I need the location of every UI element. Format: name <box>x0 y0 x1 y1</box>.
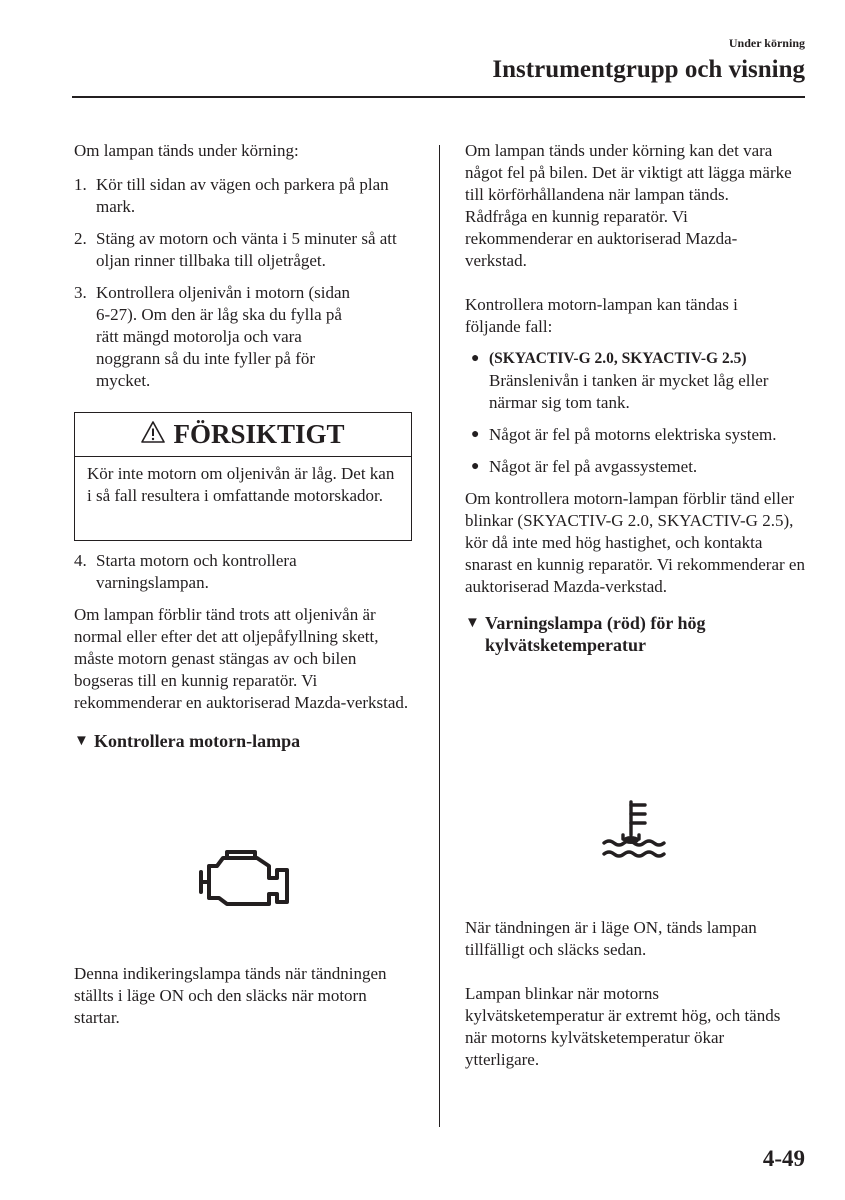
bullet-text: Bränslenivån i tanken är mycket låg eller närmar sig tom tank. <box>489 371 769 412</box>
list-item <box>465 456 805 478</box>
coolant-temperature-icon <box>601 799 667 866</box>
section-heading-text: Kontrollera motorn-lampa <box>94 731 301 751</box>
step-number: 2. <box>74 229 87 248</box>
bullet-icon: ● <box>471 427 480 442</box>
oil-level-paragraph: Om lampan förblir tänd trots att oljenivån är normal eller efter det att oljepåfyllning skett, måste motorn genast stängas av och bilen bogseras till en kunnig reparatör. Vi rekommenderar en auktoriserad Mazda-verkstad. <box>74 605 409 712</box>
step-text: Kontrollera oljenivån i motorn (sidan 6-27). Om den är låg ska du fylla på rätt mängd motorolja och vara noggrann så du inte fyller på för mycket. <box>96 283 350 390</box>
column-divider <box>439 145 440 1127</box>
bullet-icon: ● <box>471 459 480 474</box>
section-heading-coolant <box>465 612 805 656</box>
step-4 <box>74 550 414 594</box>
page-number: 4-49 <box>762 1146 805 1171</box>
step-number: 1. <box>74 175 87 194</box>
check-engine-icon <box>197 848 293 911</box>
caution-header <box>75 413 411 457</box>
intro-text: Om lampan tänds under körning: <box>74 141 299 160</box>
list-item <box>465 424 805 446</box>
left-column <box>74 140 414 392</box>
step-text: Kör till sidan av vägen och parkera på plan mark. <box>96 175 389 216</box>
step-2 <box>74 228 414 272</box>
header-rule <box>72 96 805 98</box>
step-3 <box>74 282 414 392</box>
section-heading-check-engine <box>74 730 414 752</box>
caution-box <box>74 412 412 541</box>
coolant-paragraph: Lampan blinkar när motorns kylvätsketemperatur är extremt hög, och tänds när motorns kylvätsketemperatur ökar ytterligare. <box>465 984 781 1069</box>
header-section-label: Under körning <box>728 36 805 50</box>
blinking-paragraph: Om kontrollera motorn-lampan förblir tänd eller blinkar (SKYACTIV-G 2.0, SKYACTIV-G 2.5), kör då inte med hög hastighet, och kontakta snarast en kunnig reparatör. Vi rekommenderar en auktoriserad Mazda-verkstad. <box>465 489 805 596</box>
step-number: 3. <box>74 283 87 302</box>
step-text: Starta motorn och kontrollera varningslampan. <box>96 551 297 592</box>
check-engine-description: Denna indikeringslampa tänds när tändningen ställts i läge ON och den släcks när motorn startar. <box>74 964 387 1027</box>
warning-triangle-icon <box>141 421 165 448</box>
driving-paragraph: Om lampan tänds under körning kan det vara något fel på bilen. Det är viktigt att lägga märke till körförhållandena när lampan tänds. Rådfråga en kunnig reparatör. Vi rekommenderar en auktoriserad Mazda-verkstad. <box>465 141 792 270</box>
page-title: Instrumentgrupp och visning <box>492 56 805 83</box>
right-column <box>465 140 805 656</box>
left-column-lower <box>74 550 414 752</box>
step-number: 4. <box>74 551 87 570</box>
triangle-marker-icon: ▼ <box>74 733 89 749</box>
ignition-paragraph: När tändningen är i läge ON, tänds lampan tillfälligt och släcks sedan. <box>465 918 757 959</box>
step-text: Stäng av motorn och vänta i 5 minuter så att oljan rinner tillbaka till oljetråget. <box>96 229 397 270</box>
caution-title: FÖRSIKTIGT <box>173 419 345 449</box>
bullet-text: Något är fel på avgassystemet. <box>489 457 698 476</box>
list-item <box>465 348 805 414</box>
step-1 <box>74 174 414 218</box>
right-column-lower <box>465 917 785 1071</box>
bullet-bold-text: (SKYACTIV-G 2.0, SKYACTIV-G 2.5) <box>489 350 747 367</box>
bullet-icon: ● <box>471 351 480 366</box>
conditions-paragraph: Kontrollera motorn-lampan kan tändas i följande fall: <box>465 295 738 336</box>
triangle-marker-icon: ▼ <box>465 615 480 631</box>
bullet-text: Något är fel på motorns elektriska system. <box>489 425 777 444</box>
caution-text: Kör inte motorn om oljenivån är låg. Det kan i så fall resultera i omfattande motorskador. <box>87 464 395 505</box>
section-heading-text: Varningslampa (röd) för hög kylvätsketemperatur <box>485 613 706 655</box>
